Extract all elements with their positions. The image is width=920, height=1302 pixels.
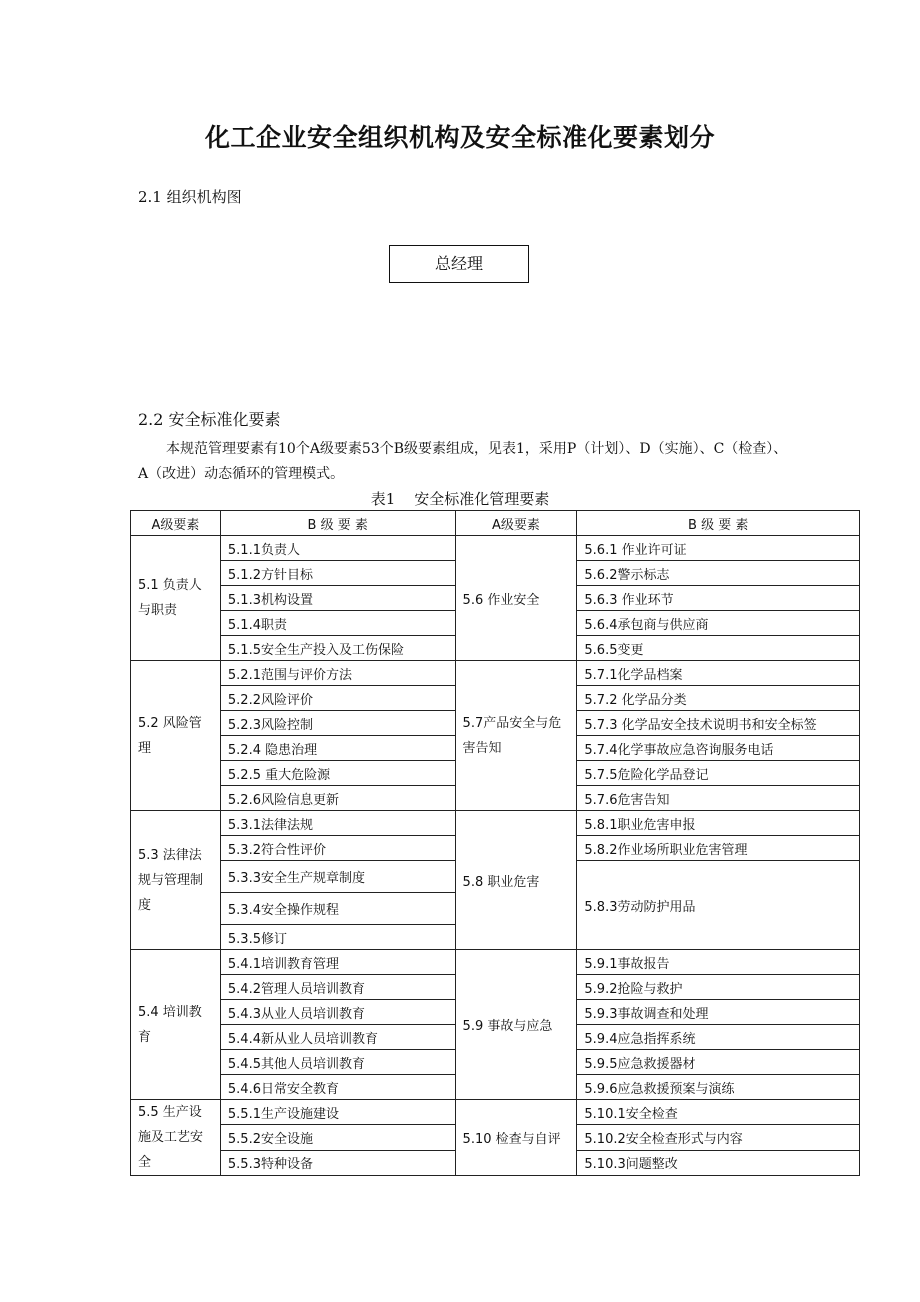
- header-a-right: A级要素: [455, 511, 577, 536]
- b-element: 5.5.1生产设施建设: [220, 1100, 455, 1125]
- document-title: 化工企业安全组织机构及安全标准化要素划分: [204, 123, 715, 152]
- b-element: 5.3.3安全生产规章制度: [220, 861, 455, 893]
- b-element: 5.1.5安全生产投入及工伤保险: [220, 636, 455, 661]
- a-element-5-2: 5.2 风险管理: [131, 661, 221, 811]
- b-element: 5.8.2作业场所职业危害管理: [577, 836, 860, 861]
- table-caption: 表1 安全标准化管理要素: [370, 490, 550, 508]
- table-row: [131, 811, 860, 836]
- a-element-5-1: 5.1 负责人与职责: [131, 536, 221, 661]
- b-element: 5.3.1法律法规: [220, 811, 455, 836]
- a-element-5-4: 5.4 培训教育: [131, 950, 221, 1100]
- b-element: 5.10.2安全检查形式与内容: [577, 1125, 860, 1150]
- b-element: 5.9.1事故报告: [577, 950, 860, 975]
- b-element: 5.3.5修订: [220, 925, 455, 950]
- section-2-1-heading: 2.1 组织机构图: [138, 188, 242, 206]
- b-element: 5.1.3机构设置: [220, 586, 455, 611]
- a-element-5-5: 5.5 生产设施及工艺安全: [131, 1100, 221, 1176]
- b-element: 5.2.4 隐患治理: [220, 736, 455, 761]
- b-element: 5.8.3劳动防护用品: [577, 861, 860, 950]
- b-element: 5.2.5 重大危险源: [220, 761, 455, 786]
- elements-table: [130, 510, 860, 1176]
- section-2-2-heading: 2.2 安全标准化要素: [138, 410, 281, 429]
- header-b-left: B 级 要 素: [220, 511, 455, 536]
- b-element: 5.2.2风险评价: [220, 686, 455, 711]
- table-row: [131, 661, 860, 686]
- b-element: 5.4.6日常安全教育: [220, 1075, 455, 1100]
- b-element: 5.9.5应急救援器材: [577, 1050, 860, 1075]
- b-element: 5.9.2抢险与救护: [577, 975, 860, 1000]
- b-element: 5.7.4化学事故应急咨询服务电话: [577, 736, 860, 761]
- b-element: 5.10.3问题整改: [577, 1150, 860, 1175]
- a-element-5-6: 5.6 作业安全: [455, 536, 577, 661]
- header-a-left: A级要素: [131, 511, 221, 536]
- a-element-5-7: 5.7产品安全与危害告知: [455, 661, 577, 811]
- b-element: 5.4.4新从业人员培训教育: [220, 1025, 455, 1050]
- a-element-5-10: 5.10 检查与自评: [455, 1100, 577, 1176]
- b-element: 5.10.1安全检查: [577, 1100, 860, 1125]
- b-element: 5.3.2符合性评价: [220, 836, 455, 861]
- b-element: 5.8.1职业危害申报: [577, 811, 860, 836]
- b-element: 5.7.2 化学品分类: [577, 686, 860, 711]
- b-element: 5.6.1 作业许可证: [577, 536, 860, 561]
- b-element: 5.3.4安全操作规程: [220, 893, 455, 925]
- b-element: 5.2.6风险信息更新: [220, 786, 455, 811]
- header-b-right: B 级 要 素: [577, 511, 860, 536]
- b-element: 5.4.1培训教育管理: [220, 950, 455, 975]
- b-element: 5.2.1范围与评价方法: [220, 661, 455, 686]
- b-element: 5.5.2安全设施: [220, 1125, 455, 1150]
- b-element: 5.7.3 化学品安全技术说明书和安全标签: [577, 711, 860, 736]
- b-element: 5.1.4职责: [220, 611, 455, 636]
- table-row: [131, 950, 860, 975]
- b-element: 5.2.3风险控制: [220, 711, 455, 736]
- b-element: 5.9.3事故调查和处理: [577, 1000, 860, 1025]
- b-element: 5.4.2管理人员培训教育: [220, 975, 455, 1000]
- table-row: [131, 536, 860, 561]
- b-element: 5.6.2警示标志: [577, 561, 860, 586]
- b-element: 5.7.1化学品档案: [577, 661, 860, 686]
- table-row: [131, 1100, 860, 1125]
- b-element: 5.6.4承包商与供应商: [577, 611, 860, 636]
- org-chart-general-manager-box: 总经理: [389, 245, 529, 283]
- b-element: 5.5.3特种设备: [220, 1150, 455, 1175]
- b-element: 5.6.5变更: [577, 636, 860, 661]
- a-element-5-3: 5.3 法律法规与管理制度: [131, 811, 221, 950]
- b-element: 5.7.6危害告知: [577, 786, 860, 811]
- b-element: 5.4.3从业人员培训教育: [220, 1000, 455, 1025]
- b-element: 5.4.5其他人员培训教育: [220, 1050, 455, 1075]
- b-element: 5.1.2方针目标: [220, 561, 455, 586]
- b-element: 5.9.6应急救援预案与演练: [577, 1075, 860, 1100]
- intro-paragraph: 本规范管理要素有10个A级要素53个B级要素组成，见表1，采用P（计划）、D（实施）、C（检查）、A（改进）动态循环的管理模式。: [138, 441, 788, 482]
- a-element-5-9: 5.9 事故与应急: [455, 950, 577, 1100]
- b-element: 5.1.1负责人: [220, 536, 455, 561]
- b-element: 5.6.3 作业环节: [577, 586, 860, 611]
- table-header-row: [131, 511, 860, 536]
- b-element: 5.9.4应急指挥系统: [577, 1025, 860, 1050]
- a-element-5-8: 5.8 职业危害: [455, 811, 577, 950]
- b-element: 5.7.5危险化学品登记: [577, 761, 860, 786]
